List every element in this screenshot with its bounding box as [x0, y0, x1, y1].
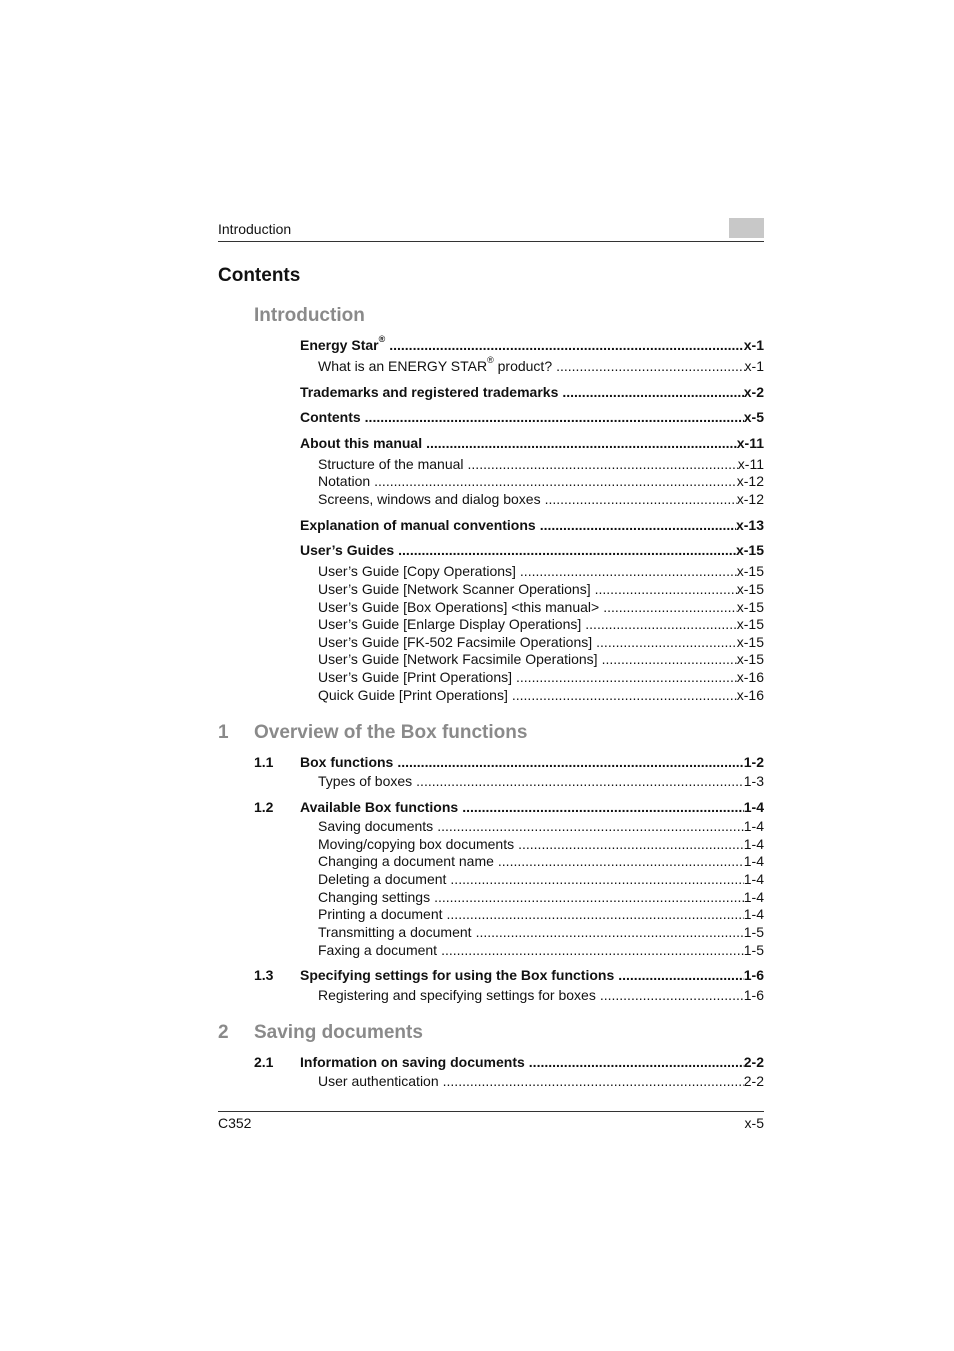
toc-entry-page: 1-4: [743, 799, 764, 815]
dot-leader: [434, 888, 744, 906]
toc-entry-title: [318, 598, 603, 616]
toc-entry-title: [318, 562, 520, 580]
toc-entry-title: [300, 408, 365, 426]
toc-entry-page: 2-2: [743, 1054, 764, 1070]
dot-leader: [443, 1072, 744, 1090]
toc-entry-number: 1.1: [254, 754, 274, 770]
toc-entry[interactable]: [254, 1072, 764, 1090]
toc-entry[interactable]: [254, 923, 764, 941]
dot-leader: [416, 772, 744, 790]
toc-entry-text: Box functions: [300, 754, 394, 770]
toc-entry-page: 1-4: [743, 853, 764, 869]
dot-leader: [529, 1053, 744, 1071]
toc-entry[interactable]: [254, 472, 764, 490]
toc-entry-page: 1-4: [743, 836, 764, 852]
toc-entry[interactable]: [254, 852, 764, 870]
toc-entry-title: [300, 753, 397, 771]
toc-entry-title: [318, 615, 585, 633]
dot-leader: [600, 986, 744, 1004]
toc-entry-page: 1-4: [743, 906, 764, 922]
toc-entry-page: x-13: [735, 517, 764, 533]
toc-entry-line: [300, 383, 764, 401]
toc-entry[interactable]: [254, 817, 764, 835]
toc-entry-text: Available Box functions: [300, 799, 459, 815]
toc-entry-text: Quick Guide [Print Operations]: [318, 687, 508, 703]
dot-leader: [518, 835, 744, 853]
dot-leader: [545, 490, 737, 508]
toc-entry-line: [318, 923, 764, 941]
toc-entry-title: [318, 650, 602, 668]
toc-entry-line: [318, 455, 764, 473]
toc-entry-title: [318, 772, 416, 790]
toc-entry-text: User’s Guide [Enlarge Display Operations]: [318, 616, 582, 632]
toc-entry-title: [318, 668, 516, 686]
toc-entry-page: x-12: [736, 491, 764, 507]
running-header: Introduction: [218, 221, 292, 237]
toc-entry[interactable]: [254, 835, 764, 853]
dot-leader: [512, 686, 737, 704]
toc-entry[interactable]: [254, 798, 764, 816]
toc-entry-page: x-5: [743, 409, 764, 425]
toc-entry-page: x-15: [736, 599, 764, 615]
toc-entry-text: Changing a document name: [318, 853, 494, 869]
toc-entry[interactable]: [254, 633, 764, 651]
toc-entry-title: [318, 490, 545, 508]
dot-leader: [562, 383, 743, 401]
toc-entry-line: [300, 434, 764, 452]
toc-entry-text-suffix: product?: [493, 358, 553, 374]
toc-entry[interactable]: [254, 650, 764, 668]
dot-leader: [556, 357, 744, 375]
toc-entry-title: [300, 336, 389, 354]
toc-entry-title: [300, 383, 562, 401]
toc-entry[interactable]: [254, 870, 764, 888]
toc-entry[interactable]: [254, 753, 764, 771]
toc-entry-text: User authentication: [318, 1073, 439, 1089]
toc-entry-title: [318, 852, 498, 870]
footer-divider: [218, 1111, 764, 1112]
toc-entry-text: User’s Guide [Network Facsimile Operations]: [318, 651, 598, 667]
toc-entry-text: Deleting a document: [318, 871, 447, 887]
toc-entry-number: 1.2: [254, 799, 274, 815]
toc-entry-text: Contents: [300, 409, 361, 425]
dot-leader: [516, 668, 737, 686]
toc-entry-line: [318, 472, 764, 490]
toc-entry[interactable]: [254, 941, 764, 959]
dot-leader: [540, 516, 736, 534]
toc-entry-number: 2.1: [254, 1054, 274, 1070]
toc-entry-title: [318, 455, 468, 473]
dot-leader: [602, 650, 737, 668]
toc-entry-text: What is an ENERGY STAR: [318, 358, 488, 374]
toc-entry-page: 1-5: [743, 942, 764, 958]
toc-entry-line: [300, 753, 764, 771]
toc-entry-text: User’s Guide [Network Scanner Operations]: [318, 581, 591, 597]
toc-entry-line: [300, 1053, 764, 1071]
toc-entry-text: Notation: [318, 473, 371, 489]
dot-leader: [397, 753, 743, 771]
toc-entry-title: [318, 923, 476, 941]
toc-entry[interactable]: [254, 905, 764, 923]
toc-entry-page: 1-3: [743, 773, 764, 789]
toc-entry-page: 1-5: [743, 924, 764, 940]
chapter-number: 2: [218, 1022, 229, 1043]
toc-entry-line: [318, 905, 764, 923]
toc-entry[interactable]: [254, 408, 764, 426]
toc-entry-page: x-15: [736, 651, 764, 667]
toc-entry[interactable]: [254, 772, 764, 790]
toc-entry[interactable]: [254, 383, 764, 401]
toc-entry-line: [318, 817, 764, 835]
toc-entry-title: [318, 1072, 443, 1090]
toc-entry-text: Registering and specifying settings for boxes: [318, 987, 596, 1003]
toc-entry[interactable]: [254, 615, 764, 633]
toc-entry-title: [318, 941, 441, 959]
toc-entry-line: [300, 798, 764, 816]
toc-entry-line: [318, 835, 764, 853]
dot-leader: [447, 905, 744, 923]
dot-leader: [437, 817, 744, 835]
toc-entry-text: User’s Guide [Print Operations]: [318, 669, 513, 685]
toc-entry-line: [300, 336, 764, 354]
toc-entry-text: Saving documents: [318, 818, 434, 834]
toc-entry-page: x-2: [743, 384, 764, 400]
toc-entry-title: [318, 905, 447, 923]
toc-entry-title: [318, 580, 595, 598]
dot-leader: [468, 455, 738, 473]
toc-entry-title: [318, 357, 556, 375]
toc-entry-text: User’s Guide [Copy Operations]: [318, 563, 516, 579]
toc-entry-title: [318, 686, 512, 704]
toc-entry-text: Trademarks and registered trademarks: [300, 384, 559, 400]
toc-entry-page: 1-4: [743, 818, 764, 834]
toc-entry[interactable]: [254, 562, 764, 580]
toc-entry-title: [318, 472, 374, 490]
toc-entry-line: [318, 888, 764, 906]
toc-entry-text: Information on saving documents: [300, 1054, 525, 1070]
dot-leader: [595, 580, 737, 598]
dot-leader: [462, 798, 744, 816]
toc-entry-title: [318, 633, 596, 651]
toc-entry-text: User’s Guide [FK-502 Facsimile Operations]: [318, 634, 593, 650]
header-divider: [218, 241, 764, 242]
toc-entry[interactable]: [254, 434, 764, 452]
toc-entry-text: Transmitting a document: [318, 924, 472, 940]
toc-entry[interactable]: [254, 668, 764, 686]
dot-leader: [498, 852, 744, 870]
toc-entry-line: [300, 516, 764, 534]
toc-entry-line: [318, 686, 764, 704]
page-title: Contents: [218, 265, 301, 286]
toc-entry[interactable]: [254, 888, 764, 906]
toc-entry[interactable]: [254, 686, 764, 704]
toc-entry-page: 1-6: [743, 987, 764, 1003]
dot-leader: [389, 336, 744, 354]
toc-entry[interactable]: [254, 336, 764, 354]
chapter-heading-text: Overview of the Box functions: [254, 722, 528, 743]
dot-leader: [603, 598, 737, 616]
toc-entry-line: [318, 562, 764, 580]
toc-entry-title: [318, 870, 450, 888]
toc-entry-line: [300, 408, 764, 426]
toc-entry-page: 1-6: [743, 967, 764, 983]
footer-model: C352: [218, 1115, 252, 1131]
dot-leader: [365, 408, 744, 426]
toc-entry-line: [318, 357, 764, 375]
toc-entry-title: [318, 835, 518, 853]
toc-entry-text: Faxing a document: [318, 942, 438, 958]
toc-entry-page: x-1: [744, 358, 764, 374]
dot-leader: [596, 633, 737, 651]
toc-entry-text: Energy Star: [300, 337, 379, 353]
toc-entry-text: Explanation of manual conventions: [300, 517, 536, 533]
toc-entry-text: User’s Guide [Box Operations] <this manual>: [318, 599, 600, 615]
toc-entry-page: x-16: [736, 687, 764, 703]
toc-entry-line: [318, 986, 764, 1004]
toc-entry-page: 1-4: [743, 889, 764, 905]
toc-entry[interactable]: [254, 986, 764, 1004]
toc-entry-page: x-15: [736, 581, 764, 597]
toc-entry[interactable]: [254, 455, 764, 473]
registered-mark: ®: [378, 334, 386, 345]
toc-entry[interactable]: [254, 516, 764, 534]
toc-entry-page: x-1: [743, 337, 764, 353]
section-heading-text: Introduction: [254, 305, 365, 326]
toc-entry-page: x-15: [736, 563, 764, 579]
toc-entry-line: [318, 598, 764, 616]
dot-leader: [398, 541, 736, 559]
toc-entry[interactable]: [254, 541, 764, 559]
toc-entry-line: [318, 615, 764, 633]
toc-entry-page: 1-2: [743, 754, 764, 770]
footer-page-number: x-5: [744, 1115, 764, 1131]
dot-leader: [476, 923, 744, 941]
toc-entry-page: x-11: [736, 435, 764, 451]
chapter-number: 1: [218, 722, 229, 743]
toc-entry-text: Screens, windows and dialog boxes: [318, 491, 541, 507]
toc-entry-line: [318, 580, 764, 598]
toc-entry-title: [318, 817, 437, 835]
toc-entry-page: x-12: [736, 473, 764, 489]
toc-entry-line: [318, 650, 764, 668]
toc-entry-text: User’s Guides: [300, 542, 395, 558]
chapter-heading-text: Saving documents: [254, 1022, 423, 1043]
toc-entry-line: [318, 870, 764, 888]
toc-entry-page: x-16: [736, 669, 764, 685]
toc-entry-text: Specifying settings for using the Box functions: [300, 967, 615, 983]
toc-entry-text: Printing a document: [318, 906, 443, 922]
toc-entry-page: 2-2: [743, 1073, 764, 1089]
toc-entry-page: x-15: [736, 616, 764, 632]
toc-entry[interactable]: [254, 357, 764, 375]
toc-entry-title: [318, 986, 600, 1004]
toc-entry-line: [318, 852, 764, 870]
toc-entry-title: [300, 1053, 529, 1071]
toc-entry-line: [318, 772, 764, 790]
toc-entry-number: 1.3: [254, 967, 274, 983]
dot-leader: [585, 615, 736, 633]
toc-entry-line: [318, 633, 764, 651]
toc-entry[interactable]: [254, 580, 764, 598]
toc-entry-text: Structure of the manual: [318, 456, 464, 472]
toc-entry-title: [300, 966, 618, 984]
toc-entry-page: x-15: [735, 542, 764, 558]
toc-entry-line: [300, 541, 764, 559]
toc-entry[interactable]: [254, 966, 764, 984]
toc-entry[interactable]: [254, 490, 764, 508]
toc-entry-title: [300, 798, 462, 816]
toc-entry-line: [318, 668, 764, 686]
toc-entry-line: [318, 1072, 764, 1090]
dot-leader: [426, 434, 737, 452]
toc-entry-text: Moving/copying box documents: [318, 836, 515, 852]
dot-leader: [450, 870, 743, 888]
toc-entry-line: [300, 966, 764, 984]
toc-entry-text: Types of boxes: [318, 773, 413, 789]
toc-entry-page: x-11: [737, 456, 764, 472]
dot-leader: [374, 472, 737, 490]
toc-entry-page: 1-4: [743, 871, 764, 887]
toc-entry-title: [300, 434, 426, 452]
toc-entry-title: [300, 516, 540, 534]
dot-leader: [441, 941, 744, 959]
dot-leader: [618, 966, 744, 984]
toc-entry-text: Changing settings: [318, 889, 431, 905]
header-tab-block: [729, 218, 764, 238]
toc-entry[interactable]: [254, 598, 764, 616]
toc-entry-line: [318, 490, 764, 508]
toc-entry-line: [318, 941, 764, 959]
toc-entry[interactable]: [254, 1053, 764, 1071]
toc-entry-title: [318, 888, 434, 906]
registered-mark: ®: [487, 355, 494, 366]
toc-entry-title: [300, 541, 398, 559]
dot-leader: [520, 562, 737, 580]
toc-entry-text: About this manual: [300, 435, 423, 451]
toc-entry-page: x-15: [736, 634, 764, 650]
